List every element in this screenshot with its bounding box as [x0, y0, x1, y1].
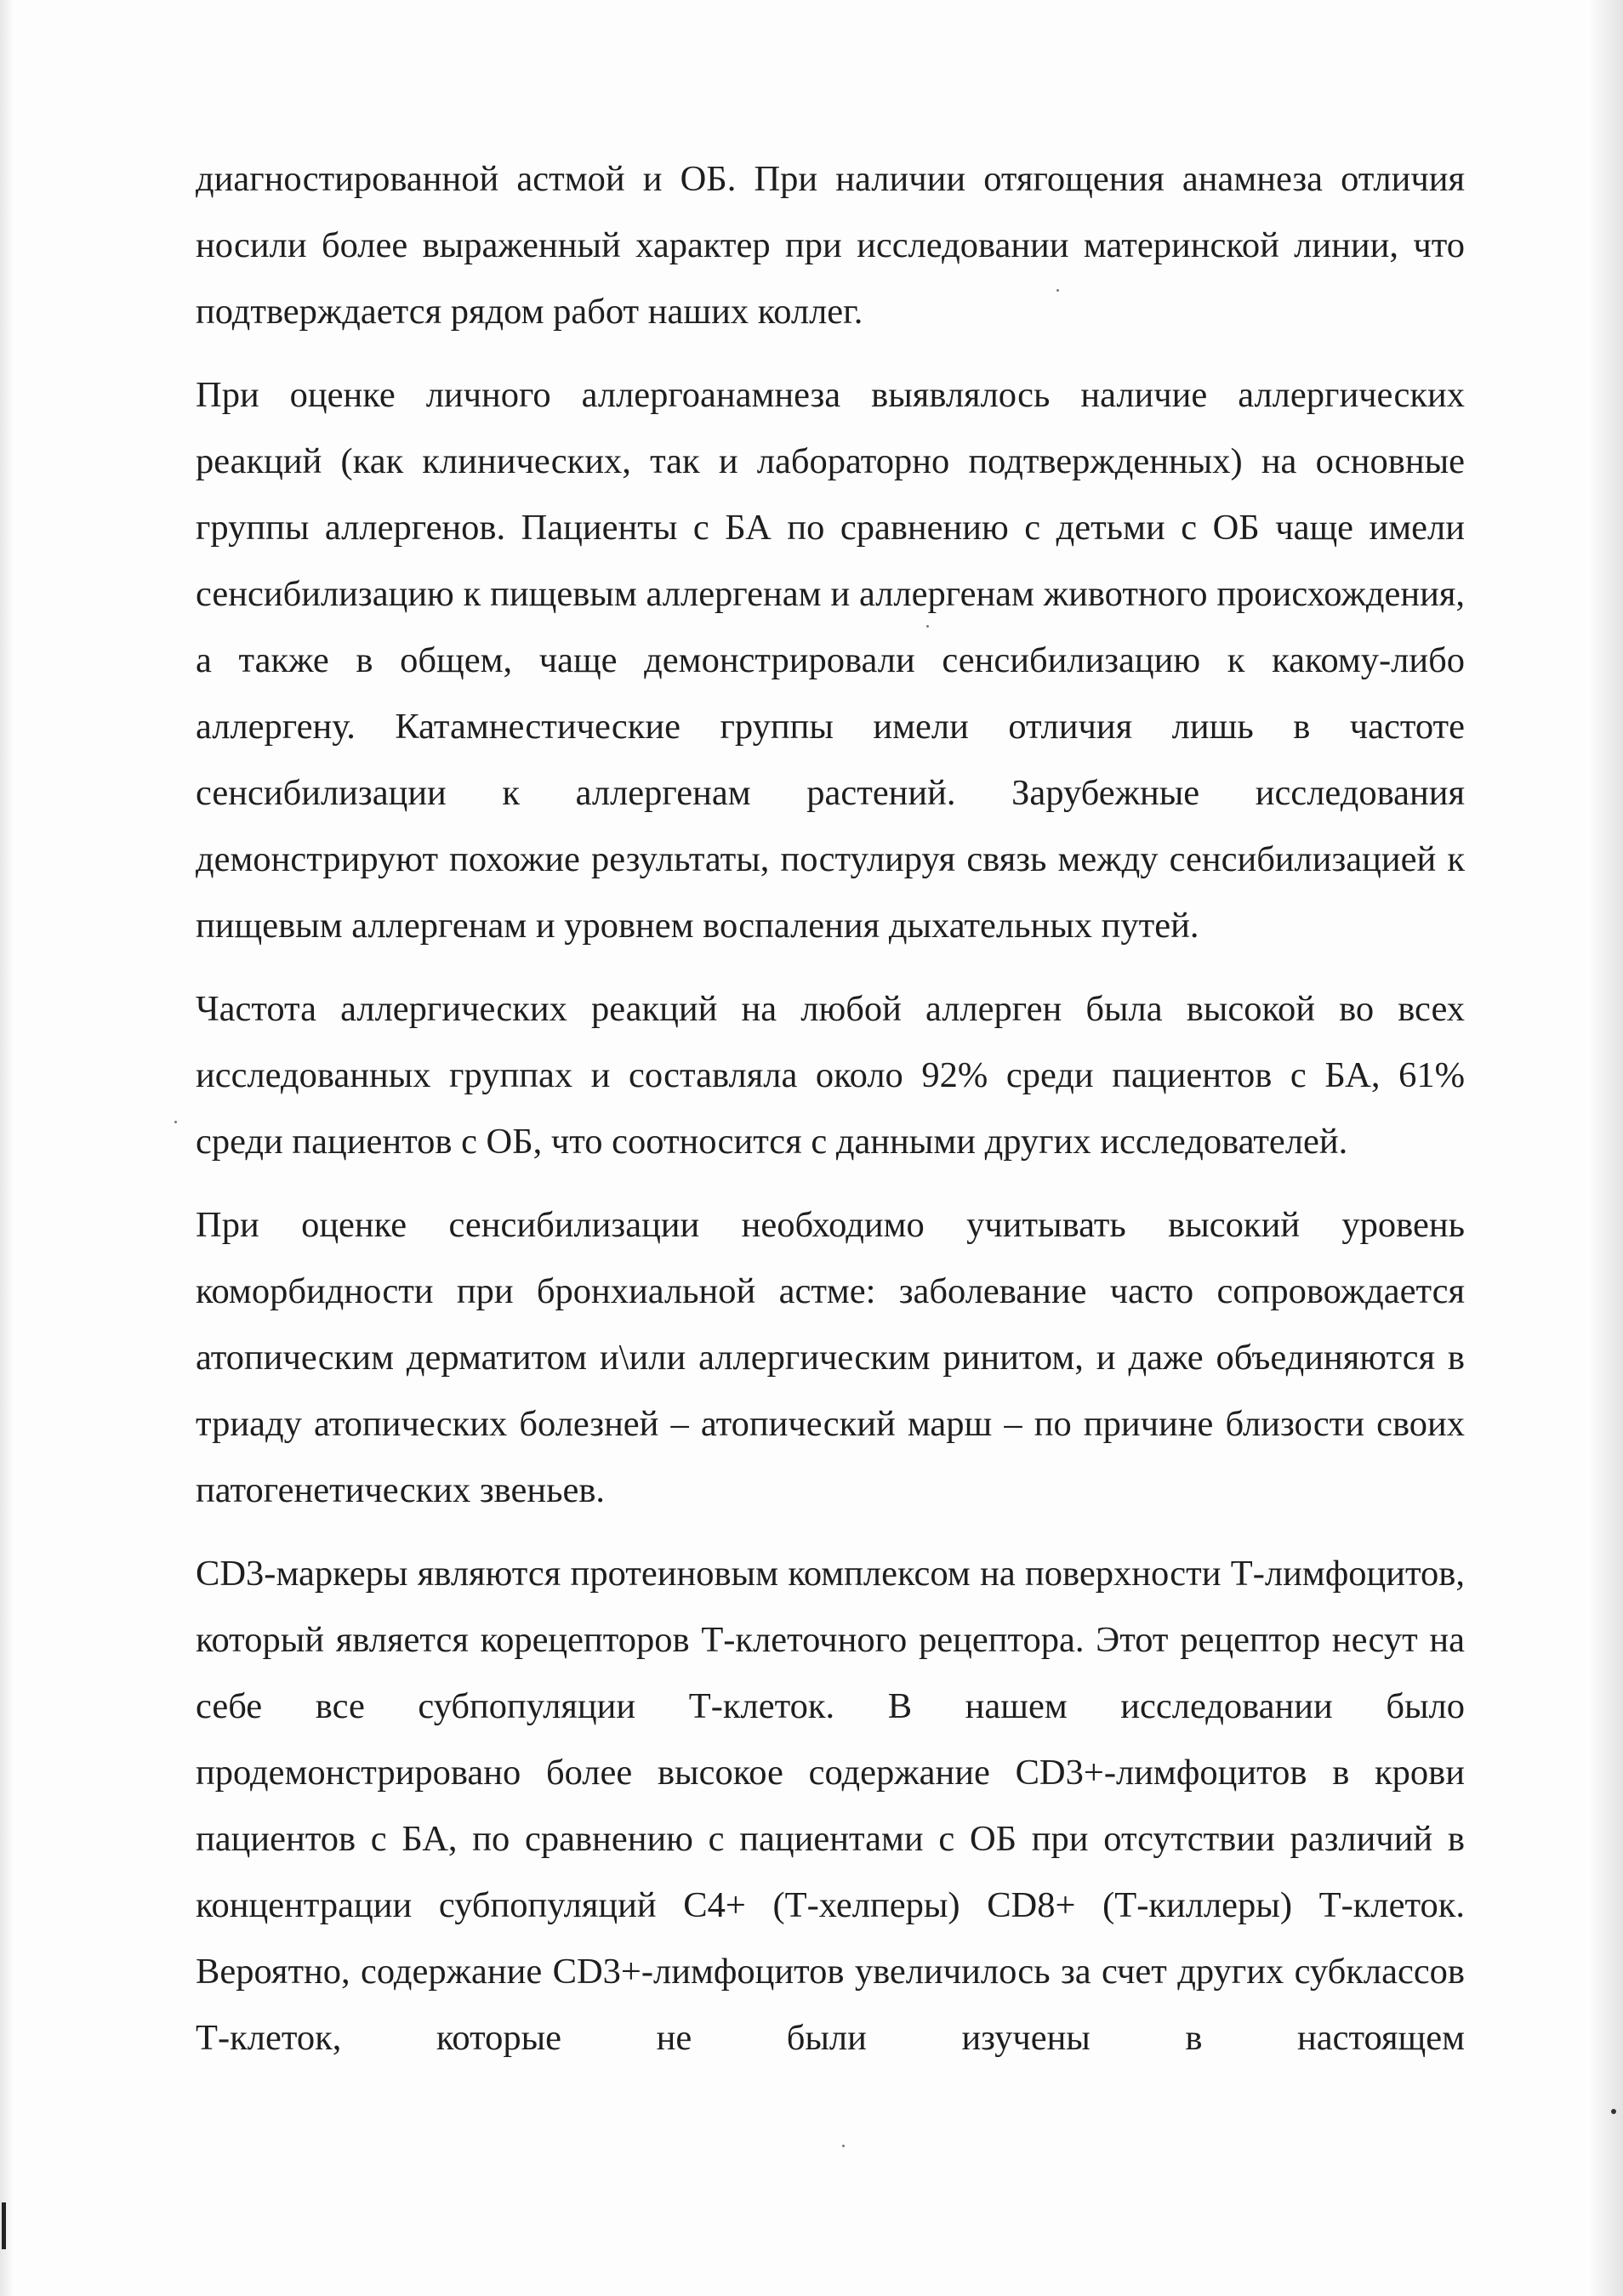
scan-speck — [1611, 2109, 1616, 2114]
scan-speck — [174, 1121, 177, 1123]
paragraph-comorbidity: При оценке сенсибилизации необходимо учитывать высокий уровень коморбидности при бронхиальной астме: заболевание часто сопровождается атопическим дерматитом и\или аллергическим ринитом, и даже объединяются в триаду атопических болезней – атопический марш – по причине близости своих патогенетических звеньев. — [196, 1205, 1465, 1510]
paragraph-reaction-frequency: Частота аллергических реакций на любой аллерген была высокой во всех исследованных группах и составляла около 92% среди пациентов с БА, 61% среди пациентов с ОБ, что соотносится с данными других исследователей. — [196, 989, 1465, 1162]
document-body — [196, 146, 1465, 2089]
paragraph-heredity: диагностированной астмой и ОБ. При наличии отягощения анамнеза отличия носили более выраженный характер при исследовании материнской линии, что подтверждается рядом работ наших коллег. — [196, 159, 1465, 332]
paragraph-cd3-markers: CD3-маркеры являются протеиновым комплексом на поверхности Т-лимфоцитов, который является корецепторов Т-клеточного рецептора. Этот рецептор несут на себе все субпопуляции Т-клеток. В нашем исследовании было продемонстрировано более высокое содержание CD3+-лимфоцитов в крови пациентов с БА, по сравнению с пациентами с ОБ при отсутствии различий в концентрации субпопуляций С4+ (Т-хелперы) CD8+ (Т-киллеры) Т-клеток. Вероятно, содержание CD3+-лимфоцитов увеличилось за счет других субклассов Т-клеток, которые не были изучены в настоящем — [196, 1554, 1465, 2058]
scan-speck — [842, 2145, 845, 2147]
binding-mark — [2, 2202, 6, 2249]
paragraph-allergy-history: При оценке личного аллергоанамнеза выявлялось наличие аллергических реакций (как клинических, так и лабораторно подтвержденных) на основные группы аллергенов. Пациенты с БА по сравнению с детьми с ОБ чаще имели сенсибилизацию к пищевым аллергенам и аллергенам животного происхождения, а также в общем, чаще демонстрировали сенсибилизацию к какому-либо аллергену. Катамнестические группы имели отличия лишь в частоте сенсибилизации к аллергенам растений. Зарубежные исследования демонстрируют похожие результаты, постулируя связь между сенсибилизацией к пищевым аллергенам и уровнем воспаления дыхательных путей. — [196, 375, 1465, 946]
scan-edge-left — [0, 0, 12, 2296]
scan-edge-right — [1591, 0, 1623, 2296]
